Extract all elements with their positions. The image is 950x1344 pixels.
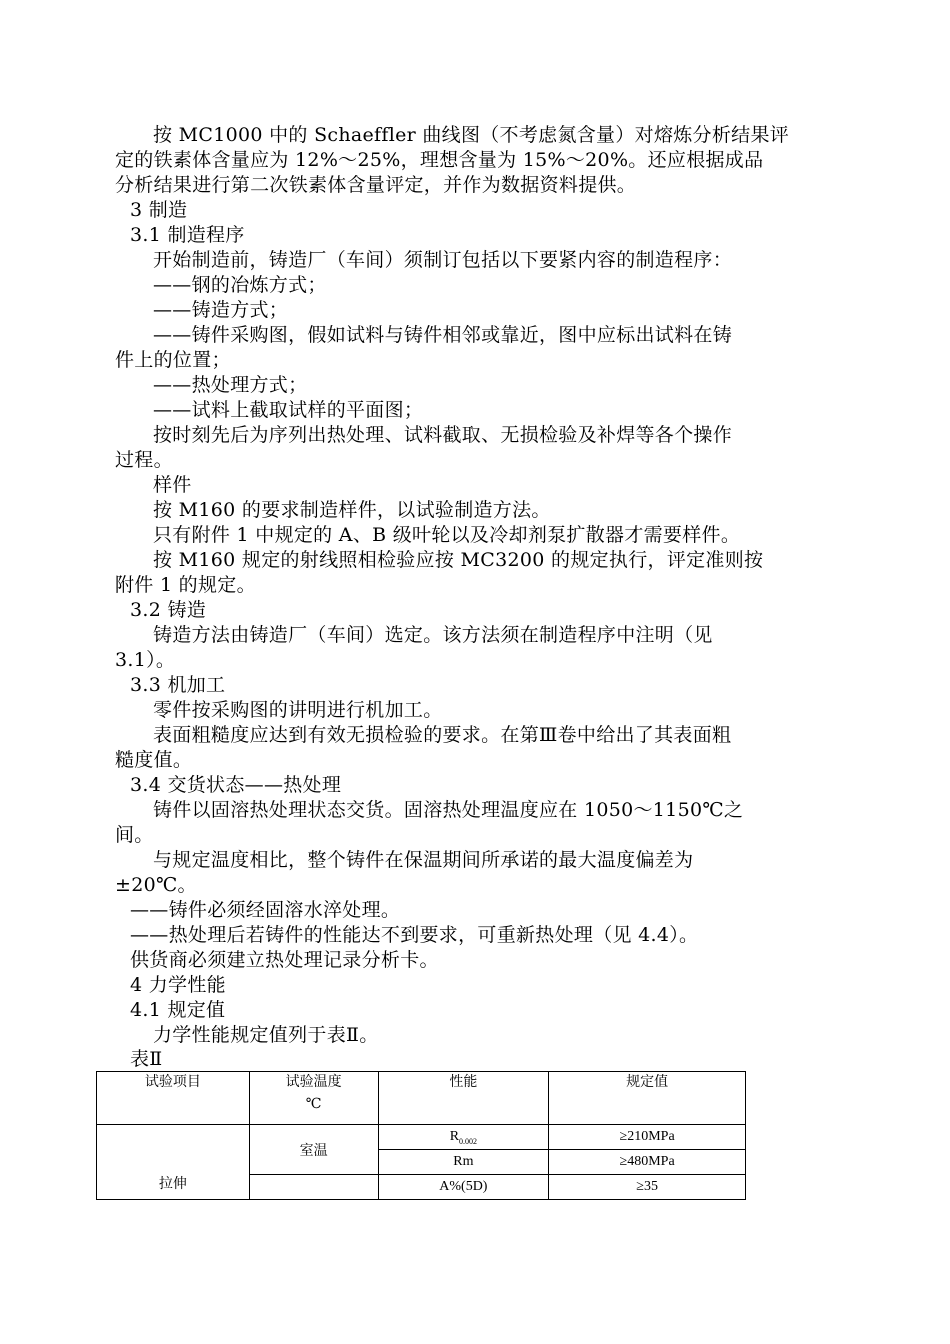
cell-property: $R_{0.002}$	[378, 1125, 549, 1150]
paragraph-line: 按 M160 规定的射线照相检验应按 MC3200 的规定执行，评定准则按	[153, 549, 764, 571]
list-item: ——热处理方式；	[153, 374, 308, 396]
paragraph-line: 力学性能规定值列于表Ⅱ。	[153, 1024, 379, 1046]
section-heading: 4.1 规定值	[130, 999, 226, 1021]
section-heading: 4 力学性能	[130, 974, 226, 996]
paragraph-line: 与规定温度相比，整个铸件在保温期间所承诺的最大温度偏差为	[153, 849, 694, 871]
paragraph-line: 间。	[115, 824, 154, 846]
section-heading: 3.4 交货状态——热处理	[130, 774, 342, 796]
header-test-item: 试验项目	[97, 1072, 250, 1125]
paragraph-line: 定的铁素体含量应为 12%～25%，理想含量为 15%～20%。还应根据成品	[115, 149, 764, 171]
paragraph-line: 按 MC1000 中的 Schaeffler 曲线图（不考虑氮含量）对熔炼分析结果评	[153, 124, 790, 146]
section-heading: 3.3 机加工	[130, 674, 226, 696]
list-item: ——铸件采购图，假如试料与铸件相邻或靠近，图中应标出试料在铸	[153, 324, 733, 346]
table-header-row	[97, 1072, 746, 1125]
cell-value: ≥35	[549, 1175, 746, 1200]
list-item: ——热处理后若铸件的性能达不到要求，可重新热处理（见 4.4）。	[130, 924, 699, 946]
paragraph-line: 件上的位置；	[115, 349, 231, 371]
paragraph-line: 分析结果进行第二次铁素体含量评定，并作为数据资料提供。	[115, 174, 637, 196]
paragraph-line: 铸造方法由铸造厂（车间）选定。该方法须在制造程序中注明（见	[153, 624, 713, 646]
table-caption: 表Ⅱ	[130, 1048, 163, 1070]
paragraph-line: 按时刻先后为序列出热处理、试料截取、无损检验及补焊等各个操作	[153, 424, 733, 446]
list-item: ——铸造方式；	[153, 299, 289, 321]
cell-value: ≥480MPa	[549, 1150, 746, 1175]
paragraph-line: 供货商必须建立热处理记录分析卡。	[130, 949, 439, 971]
cell-temperature: 室温	[249, 1125, 378, 1175]
header-test-temperature: 试验温度 ℃	[249, 1072, 378, 1125]
cell-temperature-empty	[249, 1175, 378, 1200]
mechanical-properties-table	[96, 1071, 746, 1200]
list-item: ——试料上截取试样的平面图；	[153, 399, 424, 421]
list-item: ——铸件必须经固溶水淬处理。	[130, 899, 401, 921]
table-row	[97, 1125, 746, 1150]
cell-value: ≥210MPa	[549, 1125, 746, 1150]
section-heading: 3.2 铸造	[130, 599, 207, 621]
paragraph-line: 按 M160 的要求制造样件，以试验制造方法。	[153, 499, 551, 521]
list-item: ——钢的冶炼方式；	[153, 274, 327, 296]
paragraph-line: 只有附件 1 中规定的 A、B 级叶轮以及冷却剂泵扩散器才需要样件。	[153, 524, 741, 546]
paragraph-line: ±20℃。	[115, 874, 197, 896]
section-heading: 3 制造	[130, 199, 188, 221]
section-heading: 3.1 制造程序	[130, 224, 245, 246]
header-property: 性能	[378, 1072, 549, 1125]
paragraph-line: 糙度值。	[115, 749, 193, 771]
subheading: 样件	[153, 474, 192, 496]
paragraph-line: 零件按采购图的讲明进行机加工。	[153, 699, 443, 721]
paragraph-line: 3.1）。	[115, 649, 176, 671]
paragraph-line: 过程。	[115, 449, 173, 471]
paragraph-line: 开始制造前，铸造厂（车间）须制订包括以下要紧内容的制造程序：	[153, 249, 733, 271]
paragraph-line: 铸件以固溶热处理状态交货。固溶热处理温度应在 1050～1150℃之	[153, 799, 744, 821]
cell-test-item: 拉伸	[97, 1125, 250, 1200]
cell-property: Rm	[378, 1150, 549, 1175]
header-specified-value: 规定值	[549, 1072, 746, 1125]
cell-property: A%(5D)	[378, 1175, 549, 1200]
paragraph-line: 附件 1 的规定。	[115, 574, 256, 596]
paragraph-line: 表面粗糙度应达到有效无损检验的要求。在第Ⅲ卷中给出了其表面粗	[153, 724, 732, 746]
